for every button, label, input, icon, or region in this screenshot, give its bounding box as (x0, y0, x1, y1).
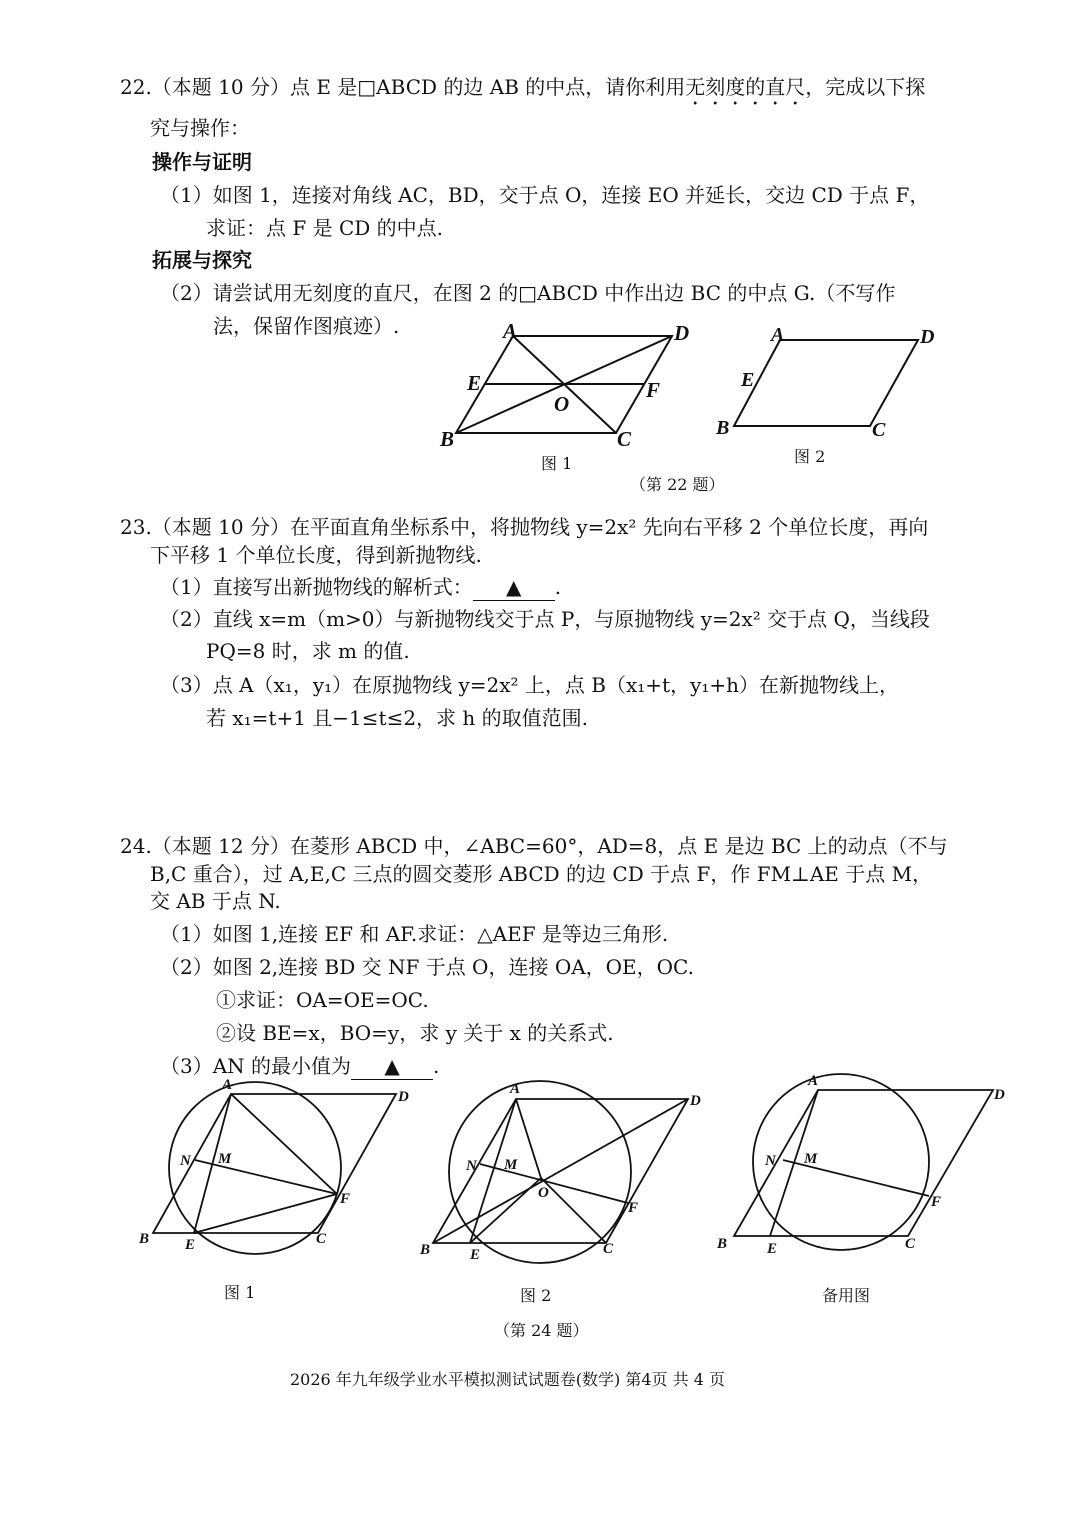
q24-fig2-oc (541, 1178, 606, 1243)
q24-part3-text: （3）AN 的最小值为 (160, 1054, 352, 1078)
q24-fig1-af (231, 1094, 337, 1194)
q24-section-caption: （第 24 题） (494, 1321, 589, 1340)
q22-fig1-label-o: O (554, 392, 570, 416)
q24-fig1-ef (194, 1194, 337, 1233)
q22-fig1-label-f: F (646, 378, 661, 402)
q24-fig2-rhombus (433, 1099, 688, 1243)
q24-fig2-label-d: D (690, 1093, 701, 1109)
q24-fig1-label-c: C (316, 1231, 327, 1247)
q23-part2-line1: （2）直线 x=m（m>0）与新抛物线交于点 P，与原抛物线 y=2x² 交于点 Q，当线段 (160, 607, 930, 631)
q24-fig2-bd (433, 1099, 688, 1243)
q23-part3-line1: （3）点 A（x₁，y₁）在原抛物线 y=2x² 上，点 B（x₁+t，y₁+h）在新抛物线上， (160, 673, 900, 697)
q24-fig2-label-c: C (603, 1241, 614, 1257)
q24-answer-blank[interactable]: ▲ (351, 1053, 433, 1080)
q24-line2: B,C 重合），过 A,E,C 三点的圆交菱形 ABCD 的边 CD 于点 F，作 FM⊥AE 于点 M， (150, 862, 933, 886)
q24-fig1-circle (169, 1082, 341, 1254)
q22-fig2-label-d: D (920, 326, 935, 348)
q22-fig1-caption: 图 1 (541, 454, 573, 473)
q24-fig3-ae (770, 1090, 818, 1236)
q24-fig1-label-b: B (139, 1231, 150, 1247)
q22-fig2-caption: 图 2 (794, 447, 826, 466)
q22-section-caption: （第 22 题） (630, 475, 725, 494)
q24-part2-sub2: ②设 BE=x，BO=y，求 y 关于 x 的关系式. (216, 1021, 614, 1045)
q22-heading-operation: 操作与证明 (152, 150, 252, 174)
q22-part2-line1: （2）请尝试用无刻度的直尺，在图 2 的□ABCD 中作出边 BC 的中点 G.（不写作 (160, 281, 896, 305)
q24-part2-sub1: ①求证：OA=OE=OC. (216, 988, 429, 1012)
q24-fig1-rhombus (153, 1094, 396, 1233)
q24-fig2-label-o: O (538, 1185, 549, 1201)
q24-fig2-nf (480, 1164, 628, 1203)
q24-fig1-label-e: E (185, 1237, 196, 1253)
q24-line3: 交 AB 于点 N. (150, 889, 281, 913)
q23-part3-line2: 若 x₁=t+1 且−1≤t≤2，求 h 的取值范围. (206, 706, 589, 730)
q24-fig2-label-a: A (510, 1081, 521, 1097)
q24-fig1-fn (195, 1160, 337, 1194)
q22-fig2-label-a: A (771, 324, 785, 346)
q23-part1-end: . (554, 575, 562, 599)
q24-part3-end: . (433, 1054, 440, 1078)
q24-line1: 24.（本题 12 分）在菱形 ABCD 中，∠ABC=60°，AD=8，点 E 是边 BC 上的动点（不与 (120, 834, 948, 858)
q24-fig2-label-e: E (470, 1247, 481, 1263)
q22-line2: 究与操作： (150, 116, 250, 140)
q24-fig1-ae (194, 1094, 231, 1233)
q24-fig2-caption: 图 2 (520, 1286, 552, 1305)
q24-fig3-label-m: M (804, 1151, 818, 1167)
q24-fig1-label-d: D (398, 1089, 409, 1105)
q24-fig3-fn (783, 1160, 929, 1196)
q24-fig3-label-a: A (808, 1073, 819, 1089)
q24-part2: （2）如图 2,连接 BD 交 NF 于点 O，连接 OA，OE，OC. (160, 955, 694, 979)
q22-heading-explore: 拓展与探究 (152, 248, 252, 272)
q24-fig1-label-m: M (218, 1151, 232, 1167)
q24-fig3-label-c: C (905, 1236, 916, 1252)
q24-part1: （1）如图 1,连接 EF 和 AF.求证：△AEF 是等边三角形. (160, 922, 669, 946)
q24-fig1-label-f: F (340, 1191, 351, 1207)
q22-fig1-label-c: C (617, 427, 632, 451)
q24-fig3-label-b: B (717, 1236, 728, 1252)
q24-fig2-ae (470, 1099, 516, 1243)
q24-figure3 (734, 1074, 993, 1250)
q24-fig1-caption: 图 1 (224, 1283, 256, 1302)
q24-figure2 (433, 1081, 688, 1263)
q24-fig3-rhombus (734, 1090, 993, 1236)
q23-part1 (160, 574, 561, 601)
q22-line1-post: ，完成以下探 (805, 75, 926, 99)
q24-fig1-label-a: A (222, 1077, 233, 1093)
q22-fig1-parallelogram (456, 336, 672, 433)
q22-fig1-label-e: E (467, 371, 482, 395)
q24-fig1-label-n: N (180, 1153, 191, 1169)
q23-part1-text: （1）直接写出新抛物线的解析式： (160, 575, 473, 599)
q24-fig2-oe (470, 1178, 541, 1243)
q24-fig2-circle (449, 1081, 631, 1263)
q24-fig3-circle (753, 1074, 929, 1250)
q24-figure1 (153, 1082, 396, 1254)
q22-fig1-label-a: A (503, 319, 518, 343)
q24-fig2-label-b: B (420, 1242, 431, 1258)
q23-line2: 下平移 1 个单位长度，得到新抛物线. (150, 543, 482, 567)
q24-fig3-label-f: F (931, 1194, 942, 1210)
q22-line1-dotted: 无刻度的直尺 (685, 75, 806, 99)
page-footer: 2026 年九年级学业水平模拟测试试题卷(数学) 第4页 共 4 页 (290, 1370, 725, 1389)
q22-fig1-label-b: B (440, 427, 455, 451)
q22-fig2-label-c: C (872, 419, 886, 441)
q24-fig3-label-e: E (767, 1241, 778, 1257)
q22-fig2-parallelogram (734, 340, 918, 426)
q23-line1: 23.（本题 10 分）在平面直角坐标系中，将抛物线 y=2x² 先向右平移 2 个单位长度，再向 (120, 515, 929, 539)
q22-figure2 (734, 340, 918, 426)
q22-fig2-label-b: B (716, 417, 730, 439)
q23-answer-blank[interactable]: ▲ (473, 574, 555, 601)
q22-fig1-label-d: D (674, 321, 690, 345)
q22-part1-line1: （1）如图 1，连接对角线 AC，BD，交于点 O，连接 EO 并延长，交边 CD 于点 F， (160, 183, 930, 207)
q22-line1 (120, 74, 925, 110)
q24-fig2-label-f: F (628, 1200, 639, 1216)
q24-fig3-label-n: N (765, 1153, 776, 1169)
q22-figure1 (456, 336, 672, 433)
q24-fig2-label-m: M (504, 1157, 518, 1173)
q22-part1-line2: 求证：点 F 是 CD 的中点. (206, 216, 444, 240)
q24-fig3-label-d: D (994, 1087, 1005, 1103)
q22-fig2-label-e: E (741, 369, 755, 391)
q22-part2-line2: 法，保留作图痕迹）. (213, 314, 400, 338)
q22-line1-pre: 22.（本题 10 分）点 E 是□ABCD 的边 AB 的中点，请你利用 (120, 75, 686, 99)
q22-fig1-diagonal-bd (456, 336, 672, 433)
q22-fig1-diagonal-ac (513, 336, 616, 433)
q24-fig2-label-n: N (466, 1158, 477, 1174)
q24-part3 (160, 1053, 439, 1080)
q24-fig2-oa (516, 1099, 541, 1178)
q23-part2-line2: PQ=8 时，求 m 的值. (206, 639, 410, 663)
q24-fig3-caption: 备用图 (822, 1286, 871, 1305)
